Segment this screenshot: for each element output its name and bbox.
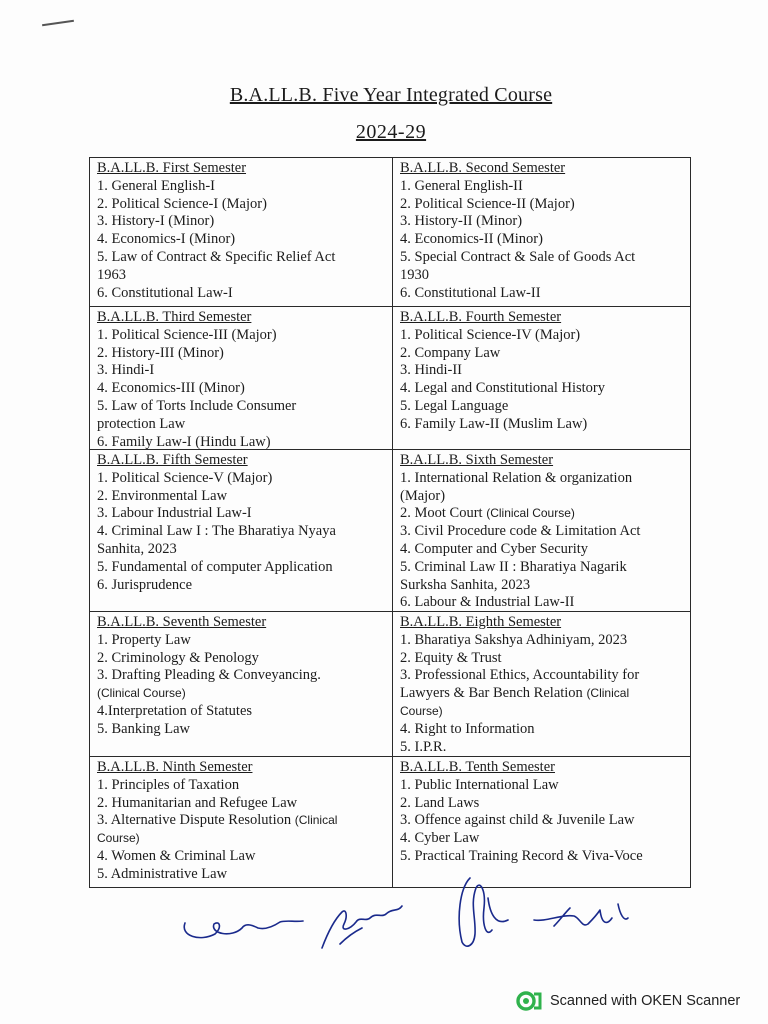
- document-year: 2024-29: [355, 121, 427, 143]
- subject-line: 6. Labour & Industrial Law-II: [400, 594, 575, 611]
- subject-line: 3. Hindi-I: [97, 362, 155, 379]
- subject-line: 3. History-II (Minor): [400, 213, 523, 230]
- subject-line: 3. Professional Ethics, Accountability for: [400, 667, 640, 684]
- document-title: B.A.LL.B. Five Year Integrated Course: [229, 84, 553, 106]
- subject-line: 4. Women & Criminal Law: [97, 847, 256, 864]
- semester-cell-4: [393, 307, 690, 450]
- signature-1: [184, 921, 303, 938]
- subject-line: 6. Family Law-II (Muslim Law): [400, 415, 588, 432]
- subject-line: [400, 685, 686, 703]
- subject-line: 5. Banking Law: [97, 720, 191, 737]
- subject-line: 1. General English-II: [400, 177, 523, 194]
- subject-line: 6. Constitutional Law-II: [400, 284, 541, 301]
- semester-title: B.A.LL.B. Third Semester: [97, 309, 252, 325]
- semester-title: B.A.LL.B. Eighth Semester: [400, 614, 562, 630]
- subject-line: [97, 812, 388, 830]
- subject-line: 1930: [400, 266, 429, 283]
- semester-title: B.A.LL.B. Fifth Semester: [97, 452, 248, 468]
- subject-line: 3. Civil Procedure code & Limitation Act: [400, 523, 641, 540]
- subject-line: 2. History-III (Minor): [97, 344, 224, 361]
- subject-line: 4. Economics-II (Minor): [400, 231, 543, 248]
- subject-line: 3. Offence against child & Juvenile Law: [400, 812, 635, 829]
- subject-line: 6. Jurisprudence: [97, 576, 193, 593]
- subject-line: 5. Law of Torts Include Consumer: [97, 397, 297, 414]
- semester-title: B.A.LL.B. Tenth Semester: [400, 759, 555, 775]
- subject-line: 4. Right to Information: [400, 720, 535, 737]
- subject-line: Surksha Sanhita, 2023: [400, 576, 531, 593]
- subject-line: 5. Special Contract & Sale of Goods Act: [400, 248, 636, 265]
- semester-title: B.A.LL.B. Sixth Semester: [400, 452, 554, 468]
- subject-line: 2. Company Law: [400, 344, 501, 361]
- subject-line: Sanhita, 2023: [97, 540, 177, 557]
- subject-text: 3. Alternative Dispute Resolution: [97, 812, 292, 829]
- subject-line: 6. Family Law-I (Hindu Law): [97, 433, 271, 450]
- subject-text: 2. Moot Court: [400, 505, 483, 522]
- subject-line: 1. International Relation & organization: [400, 469, 633, 486]
- semester-title: B.A.LL.B. First Semester: [97, 160, 247, 176]
- semester-cell-8: [393, 612, 690, 757]
- clinical-note: (Clinical Course): [97, 686, 186, 701]
- subject-line: 2. Land Laws: [400, 794, 480, 811]
- semester-title: B.A.LL.B. Second Semester: [400, 160, 566, 176]
- semester-table: [89, 157, 691, 888]
- subject-line: 2. Equity & Trust: [400, 649, 502, 666]
- scanner-text: Scanned with OKEN Scanner: [550, 993, 741, 1009]
- oken-scanner-logo-icon: [516, 990, 542, 1012]
- subject-line: 4. Computer and Cyber Security: [400, 540, 589, 557]
- subject-line: 4. Criminal Law I : The Bharatiya Nyaya: [97, 523, 336, 540]
- subject-line: 4. Economics-I (Minor): [97, 231, 236, 248]
- subject-line: 1. Public International Law: [400, 776, 559, 793]
- subject-line: 2. Environmental Law: [97, 487, 228, 504]
- subject-text: Lawyers & Bar Bench Relation: [400, 685, 583, 702]
- subject-line: 4. Economics-III (Minor): [97, 380, 245, 397]
- subject-line: 1. Political Science-V (Major): [97, 469, 273, 486]
- subject-line: 5. Practical Training Record & Viva-Voce: [400, 847, 643, 864]
- clinical-note: (Clinical: [586, 686, 630, 701]
- subject-line: (Major): [400, 487, 446, 504]
- signature-3: [459, 878, 508, 946]
- signatures: [170, 868, 650, 963]
- subject-line: [400, 505, 686, 523]
- semester-cell-6: [393, 450, 690, 612]
- subject-line: 2. Political Science-I (Major): [97, 195, 267, 212]
- semester-cell-1: [90, 158, 393, 307]
- subject-line: 5. Legal Language: [400, 397, 509, 414]
- subject-line: 4.Interpretation of Statutes: [97, 702, 253, 719]
- clinical-note: Course): [400, 703, 443, 718]
- subject-line: 1. General English-I: [97, 177, 215, 194]
- clinical-note: Course): [97, 831, 140, 846]
- subject-line: 5. I.P.R.: [400, 738, 447, 755]
- subject-line: 5. Administrative Law: [97, 865, 228, 882]
- subject-line: 1. Property Law: [97, 631, 191, 648]
- semester-cell-2: [393, 158, 690, 307]
- subject-line: protection Law: [97, 415, 186, 432]
- clinical-note: (Clinical Course): [486, 506, 575, 521]
- semester-cell-7: [90, 612, 393, 757]
- subject-line: 3. Drafting Pleading & Conveyancing.: [97, 667, 321, 684]
- subject-line: 1. Bharatiya Sakshya Adhiniyam, 2023: [400, 631, 628, 648]
- subject-line: 1. Principles of Taxation: [97, 776, 240, 793]
- subject-line: 3. Hindi-II: [400, 362, 463, 379]
- subject-line: 5. Fundamental of computer Application: [97, 558, 333, 575]
- semester-cell-5: [90, 450, 393, 612]
- subject-line: 2. Criminology & Penology: [97, 649, 259, 666]
- semester-title: B.A.LL.B. Seventh Semester: [97, 614, 267, 630]
- clinical-note: (Clinical: [294, 813, 338, 828]
- subject-line: 3. Labour Industrial Law-I: [97, 505, 252, 522]
- scanner-watermark: [516, 990, 740, 1012]
- signature-4: [534, 904, 628, 926]
- subject-line: 1. Political Science-III (Major): [97, 326, 277, 343]
- semester-title: B.A.LL.B. Fourth Semester: [400, 309, 562, 325]
- subject-line: 3. History-I (Minor): [97, 213, 215, 230]
- semester-cell-3: [90, 307, 393, 450]
- semester-title: B.A.LL.B. Ninth Semester: [97, 759, 253, 775]
- subject-line: 5. Criminal Law II : Bharatiya Nagarik: [400, 558, 627, 575]
- subject-line: 1963: [97, 266, 126, 283]
- subject-line: 6. Constitutional Law-I: [97, 284, 233, 301]
- pen-mark: [42, 20, 74, 26]
- subject-line: 1. Political Science-IV (Major): [400, 326, 581, 343]
- subject-line: 4. Cyber Law: [400, 830, 480, 847]
- subject-line: 5. Law of Contract & Specific Relief Act: [97, 248, 336, 265]
- subject-line: 2. Humanitarian and Refugee Law: [97, 794, 298, 811]
- signature-2: [322, 906, 402, 948]
- subject-line: 4. Legal and Constitutional History: [400, 380, 605, 397]
- subject-line: 2. Political Science-II (Major): [400, 195, 575, 212]
